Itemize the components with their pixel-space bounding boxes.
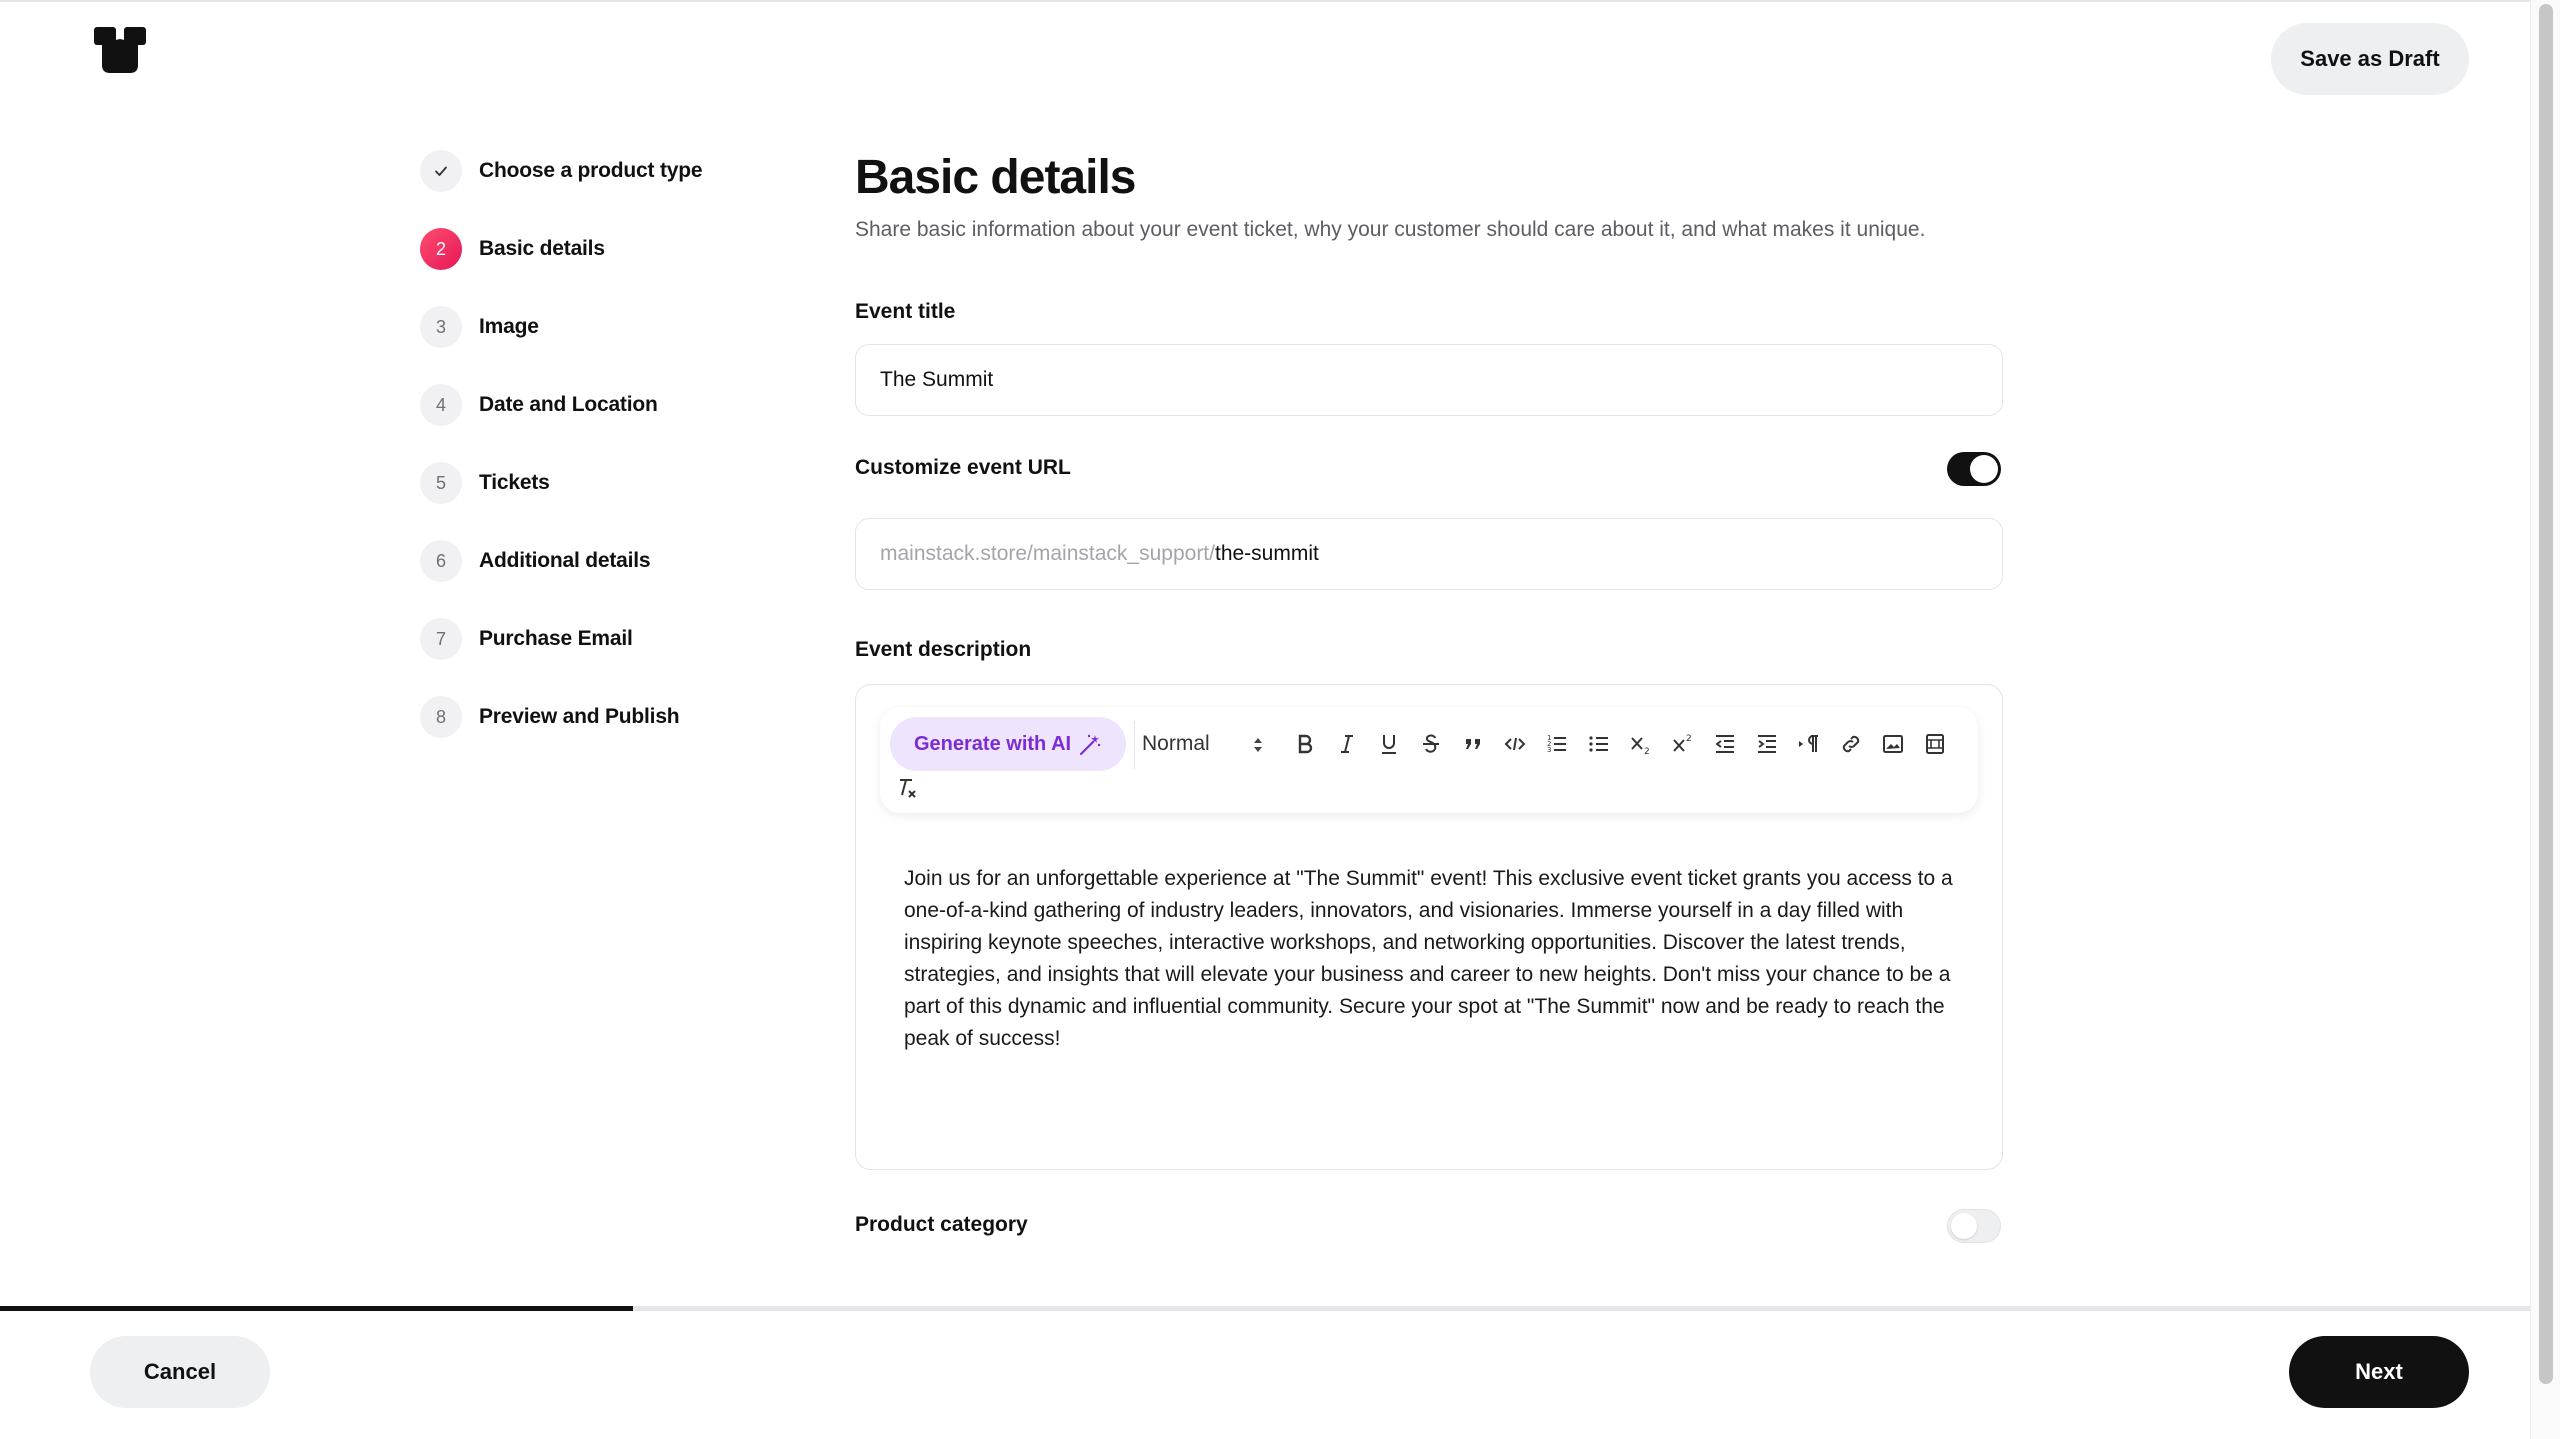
step-label: Basic details	[479, 237, 605, 260]
magic-wand-icon	[1078, 733, 1102, 757]
italic-icon[interactable]	[1330, 725, 1364, 763]
video-icon[interactable]	[1918, 725, 1952, 763]
progress-bar	[0, 1306, 2530, 1311]
strikethrough-icon[interactable]	[1414, 725, 1448, 763]
vertical-scrollbar[interactable]	[2530, 0, 2560, 1439]
progress-fill	[0, 1306, 633, 1311]
customize-url-label: Customize event URL	[855, 456, 1071, 479]
page-subtitle: Share basic information about your event ticket, why your customer should care about it, and what makes it unique.	[855, 218, 1926, 241]
clear-format-icon[interactable]	[890, 769, 924, 807]
step-number: 6	[420, 540, 462, 582]
image-icon[interactable]	[1876, 725, 1910, 763]
editor-toolbar	[880, 707, 1978, 813]
url-slug: the-summit	[1214, 542, 1319, 565]
event-title-label: Event title	[855, 300, 956, 323]
scrollbar-thumb[interactable]	[2539, 4, 2553, 1384]
indent-icon[interactable]	[1750, 725, 1784, 763]
bullet-list-icon[interactable]	[1582, 725, 1616, 763]
ordered-list-icon[interactable]	[1540, 725, 1574, 763]
product-category-toggle[interactable]	[1947, 1209, 2001, 1243]
step-tickets[interactable]	[420, 462, 550, 504]
check-icon	[420, 150, 462, 192]
step-label: Tickets	[479, 471, 550, 494]
outdent-icon[interactable]	[1708, 725, 1742, 763]
description-editor[interactable]	[855, 684, 2003, 1170]
step-number: 2	[420, 228, 462, 270]
generate-with-ai-button[interactable]	[890, 717, 1126, 771]
event-url-input[interactable]	[855, 518, 2003, 590]
step-choose-product-type[interactable]	[420, 150, 702, 192]
step-purchase-email[interactable]	[420, 618, 633, 660]
event-description-label: Event description	[855, 638, 1032, 661]
step-label: Image	[479, 315, 539, 338]
step-preview-and-publish[interactable]	[420, 696, 679, 738]
svg-text:2: 2	[1686, 734, 1692, 744]
step-image[interactable]	[420, 306, 539, 348]
text-format-value: Normal	[1142, 732, 1210, 755]
step-number: 3	[420, 306, 462, 348]
step-number: 7	[420, 618, 462, 660]
underline-icon[interactable]	[1372, 725, 1406, 763]
select-arrows-icon	[1252, 735, 1264, 755]
step-additional-details[interactable]	[420, 540, 650, 582]
svg-text:1: 1	[1547, 734, 1552, 742]
generate-with-ai-label: Generate with AI	[914, 732, 1072, 755]
toolbar-divider	[1134, 721, 1135, 769]
toggle-knob	[1970, 455, 1998, 483]
customize-url-toggle[interactable]	[1947, 452, 2001, 486]
event-title-input[interactable]	[855, 344, 2003, 416]
svg-text:3: 3	[1547, 746, 1552, 754]
step-number: 8	[420, 696, 462, 738]
page-title: Basic details	[855, 151, 1136, 204]
step-date-and-location[interactable]	[420, 384, 658, 426]
blockquote-icon[interactable]	[1456, 725, 1490, 763]
text-direction-icon[interactable]	[1792, 725, 1826, 763]
svg-text:2: 2	[1547, 740, 1552, 748]
text-format-select[interactable]	[1142, 723, 1272, 765]
step-label: Additional details	[479, 549, 651, 572]
svg-text:2: 2	[1644, 747, 1650, 756]
step-label: Purchase Email	[479, 627, 633, 650]
toggle-knob	[1951, 1213, 1977, 1239]
bold-icon[interactable]	[1288, 725, 1322, 763]
code-icon[interactable]	[1498, 725, 1532, 763]
next-button[interactable]: Next	[2289, 1336, 2469, 1408]
step-label: Date and Location	[479, 393, 658, 416]
cancel-button[interactable]: Cancel	[90, 1336, 270, 1408]
url-prefix: mainstack.store/mainstack_support/	[880, 542, 1215, 565]
top-border	[0, 0, 2560, 2]
subscript-icon[interactable]	[1624, 725, 1658, 763]
link-icon[interactable]	[1834, 725, 1868, 763]
save-as-draft-button[interactable]: Save as Draft	[2271, 23, 2469, 95]
product-category-label: Product category	[855, 1213, 1028, 1236]
step-label: Preview and Publish	[479, 705, 680, 728]
event-title-value: The Summit	[880, 368, 994, 391]
description-text: Join us for an unforgettable experience at "The Summit" event! This exclusive event ticket grants you access to a one-of-a-kind gathering of industry leaders, innovators, and visionaries. Immerse yourself in a day filled with inspiring keynote speeches, interactive workshops, and networking opportunities. Discover the latest trends, strategies, and insights that will elevate your business and career to new heights. Don't miss your chance to be a part of this dynamic and influential community. Secure your spot at "The Summit" now and be ready to reach the peak of success!	[904, 867, 1953, 1050]
step-basic-details[interactable]	[420, 228, 605, 270]
step-label: Choose a product type	[479, 159, 703, 182]
step-number: 4	[420, 384, 462, 426]
step-number: 5	[420, 462, 462, 504]
superscript-icon[interactable]	[1666, 725, 1700, 763]
mainstack-logo-icon[interactable]	[94, 27, 146, 73]
